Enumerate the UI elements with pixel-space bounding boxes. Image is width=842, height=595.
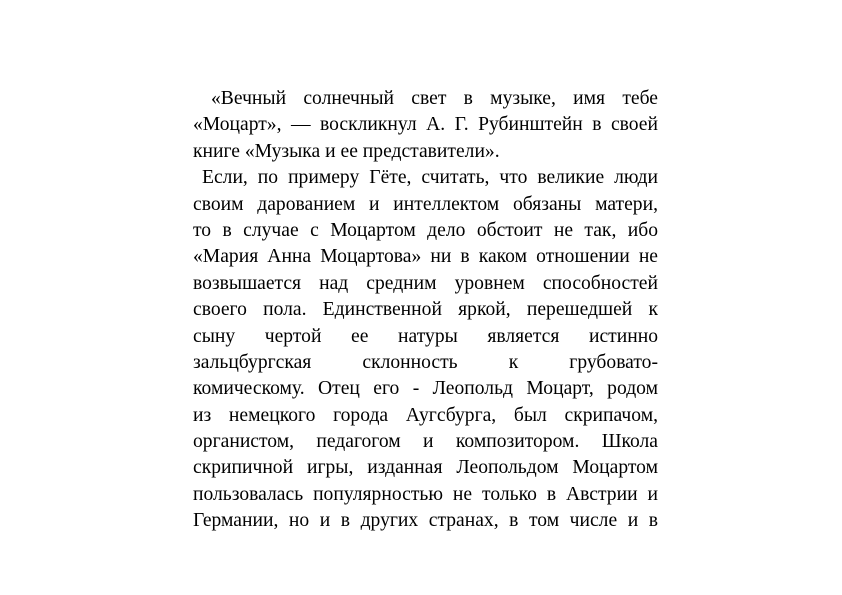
paragraph-1-line-1: «Вечный солнечный свет в музыке, имя тебе <box>211 88 658 109</box>
paragraph-1-line-3: книге «Музыка и ее представители». <box>193 140 500 162</box>
paragraph-2-line-4: «Мария Анна Моцартова» ни в каком отношении не <box>193 246 658 268</box>
paragraph-2-line-9: комическому. Отец его - Леопольд Моцарт, родом <box>193 378 658 400</box>
paragraph-2-line-12: скрипичной игры, изданная Леопольдом Моцартом <box>193 457 658 479</box>
paragraph-2-line-1: Если, по примеру Гёте, считать, что великие люди <box>202 167 658 189</box>
paragraph-2-line-10: из немецкого города Аугсбурга, был скрипачом, <box>193 404 658 426</box>
paragraph-2-line-2: своим дарованием и интеллектом обязаны матери, <box>193 193 658 215</box>
paragraph-2-line-11: органистом, педагогом и композитором. Школа <box>193 431 658 453</box>
paragraph-2-line-14: Германии, но и в других странах, в том числе и в <box>193 510 658 532</box>
body-text <box>193 86 658 535</box>
paragraph-2-line-7: сыну чертой ее натуры является истинно <box>193 325 658 347</box>
paragraph-2-line-8: зальцбургская склонность к грубовато- <box>193 351 658 373</box>
paragraph-2-line-13: пользовалась популярностью не только в Австрии и <box>193 483 658 505</box>
paragraph-1-line-2: «Моцарт», — воскликнул А. Г. Рубинштейн в своей <box>193 114 658 136</box>
paragraph-2-line-5: возвышается над средним уровнем способностей <box>193 272 658 294</box>
paragraph-2-line-3: то в случае с Моцартом дело обстоит не так, ибо <box>193 219 658 241</box>
paragraph-2-line-6: своего пола. Единственной яркой, перешедшей к <box>193 299 658 321</box>
